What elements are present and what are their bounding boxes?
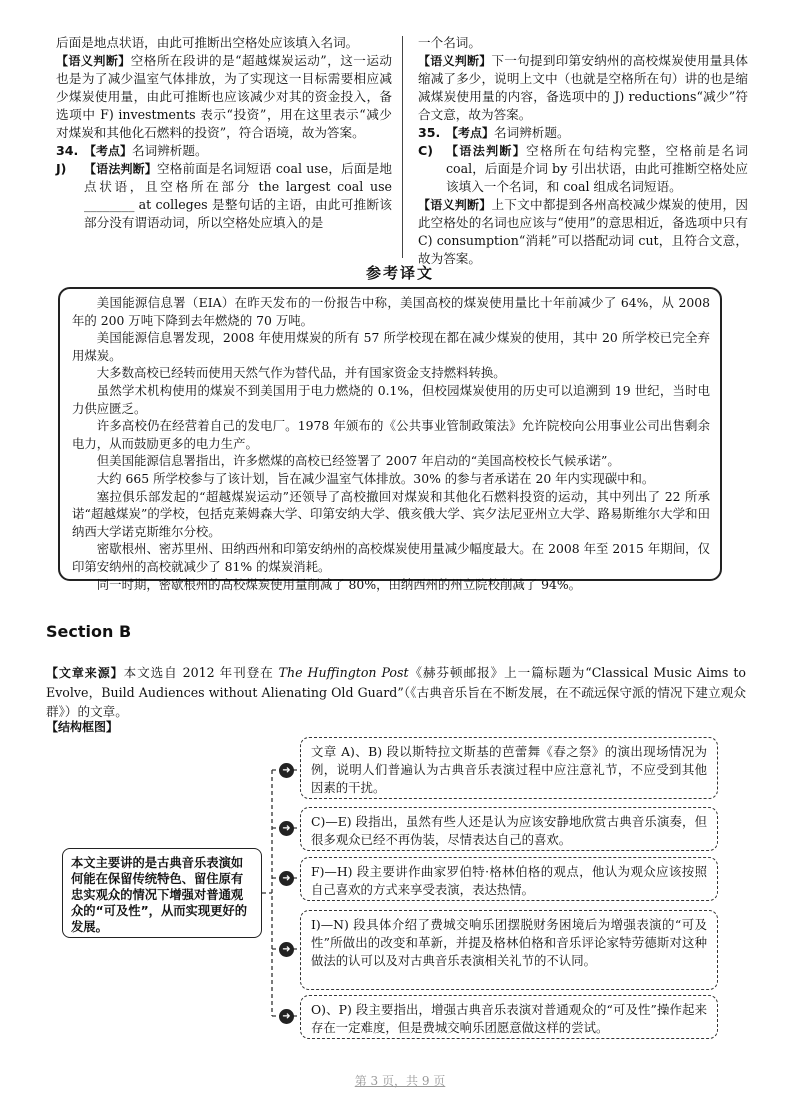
translation-paragraph: 美国能源信息署发现，2008 年使用煤炭的所有 57 所学校现在都在减少煤炭的使用，其中 20 所学校已完全弃用煤炭。	[72, 330, 710, 363]
q35-semantic-analysis: 【语义判断】上下文中都提到各州高校减少煤炭的使用，因此空格处的名词也应该与“使用”的意思相近，备选项中只有 C) consumption“消耗”可以搭配动词 cut，且符合文意，故为答案。	[418, 197, 748, 266]
q33-semantic-analysis: 【语义判断】空格所在段讲的是“超越煤炭运动”，这一运动也是为了减少温室气体排放，为了实现这一目标需要相应减少煤炭使用量，由此可推断也应该减少对其的资金投入，备选项中 F) investments 表示“投资”，用在这里表示“减少对煤炭和其他化石燃料的投资”，符合语境，故为答案。	[56, 53, 392, 140]
q34-grammar-analysis: J) 【语法判断】空格前面是名词短语 coal use，后面是地点状语，且空格所在部分 the largest coal use ________ at colleges 是整句话的主语，由此可推断该部分没有谓语动词，所以空格处应填入的是	[56, 161, 392, 230]
structure-branch: C)—E) 段指出，虽然有些人还是认为应该安静地欣赏古典音乐演奏，但很多观众已经不再伪装，尽情表达自己的喜欢。	[300, 807, 718, 851]
structure-branch: O)、P) 段主要指出，增强古典音乐表演对普通观众的“可及性”操作起来存在一定难度，但是费城交响乐团愿意做这样的尝试。	[300, 995, 718, 1039]
translation-paragraph: 大约 665 所学校参与了该计划，旨在减少温室气体排放。30% 的参与者承诺在 20 年内实现碳中和。	[96, 470, 655, 486]
section-heading: Section B	[46, 622, 132, 641]
q34-kaodian: 34. 【考点】名词辨析题。	[56, 143, 208, 158]
continued-text: 后面是地点状语，由此可推断出空格处应该填入名词。	[56, 35, 359, 50]
arrow-bullet-icon: ➜	[279, 821, 294, 836]
arrow-bullet-icon: ➜	[279, 763, 294, 778]
q34-semantic-analysis: 【语义判断】下一句提到印第安纳州的高校煤炭使用量具体缩减了多少，说明上文中（也就是空格所在句）讲的也是缩减煤炭使用量的内容，备选项中的 J) reductions“减少”符合文意，故为答案。	[418, 53, 748, 122]
translation-paragraph: 密歇根州、密苏里州、田纳西州和印第安纳州的高校煤炭使用量减少幅度最大。在 2008 年至 2015 年期间，仅印第安纳州的高校就减少了 81% 的煤炭消耗。	[72, 541, 710, 574]
page-number-footer: 第 3 页，共 9 页	[354, 1074, 446, 1088]
answer-column-right	[418, 34, 748, 268]
translation-paragraph: 同一时期，密歇根州的高校煤炭使用量削减了 80%，田纳西州的州立院校削减了 94%。	[96, 576, 582, 592]
continued-text: 一个名词。	[418, 35, 481, 50]
structure-branch: 文章 A)、B) 段以斯特拉文斯基的芭蕾舞《春之祭》的演出现场情况为例，说明人们普遍认为古典音乐表演过程中应注意礼节，不应受到其他因素的干扰。	[300, 737, 718, 799]
translation-title: 参考译文	[365, 264, 434, 282]
arrow-bullet-icon: ➜	[279, 942, 294, 957]
column-divider	[402, 36, 403, 258]
answer-column-left	[56, 34, 392, 232]
q35-kaodian: 35. 【考点】名词辨析题。	[418, 125, 570, 140]
main-idea-box: 本文主要讲的是古典音乐表演如何能在保留传统特色、留住原有忠实观众的情况下增强对普通观众的“可及性”，从而实现更好的发展。	[62, 848, 262, 938]
translation-paragraph: 大多数高校已经转而使用天然气作为替代品，并有国家资金支持燃料转换。	[96, 365, 506, 381]
journal-name: The Huffington Post	[278, 665, 409, 680]
arrow-bullet-icon: ➜	[279, 871, 294, 886]
translation-paragraph: 但美国能源信息署指出，许多燃煤的高校已经签署了 2007 年启动的“美国高校校长气候承诺”。	[96, 453, 620, 469]
translation-paragraph: 塞拉俱乐部发起的“超越煤炭运动”还领导了高校撤回对煤炭和其他化石燃料投资的运动，其中列出了 22 所承诺“超越煤炭”的学校，包括克莱姆森大学、印第安纳大学、俄亥俄大学、宾夕法尼亚州立大学、路易斯维尔大学和田纳西大学诺克斯维尔分校。	[72, 488, 710, 539]
arrow-bullet-icon: ➜	[279, 1009, 294, 1024]
translation-paragraph: 许多高校仍在经营着自己的发电厂。1978 年颁布的《公共事业管制政策法》允许院校向公用事业公司出售剩余电力，从而鼓励更多的电力生产。	[72, 418, 710, 451]
translation-paragraph: 美国能源信息署（EIA）在昨天发布的一份报告中称，美国高校的煤炭使用量比十年前减少了 64%，从 2008 年的 200 万吨下降到去年燃烧的 70 万吨。	[72, 295, 710, 328]
structure-branch: F)—H) 段主要讲作曲家罗伯特·格林伯格的观点，他认为观众应该按照自己喜欢的方式来享受表演，表达热情。	[300, 857, 718, 901]
translation-paragraph: 虽然学术机构使用的煤炭不到美国用于电力燃烧的 0.1%，但校园煤炭使用的历史可以追溯到 19 世纪，当时电力供应匮乏。	[72, 382, 710, 416]
structure-diagram-label: 【结构框图】	[46, 720, 119, 734]
article-source: 【文章来源】本文选自 2012 年刊登在 The Huffington Post《赫芬顿邮报》上一篇标题为“Classical Music Aims to Evolve，Build Audiences without Alienating Old Guard”（《古典音乐旨在不断发展，在不疏远保守派的情况下建立观众群》）的文章。	[46, 665, 746, 719]
translation-box	[58, 287, 722, 592]
q35-grammar-analysis: C) 【语法判断】空格所在句结构完整，空格前是名词 coal，后面是介词 by 引出状语，由此可推断空格处应该填入一个名词，和 coal 组成名词短语。	[418, 143, 748, 194]
structure-branch: I)—N) 段具体介绍了费城交响乐团摆脱财务困境后为增强表演的“可及性”所做出的改变和革新，并提及格林伯格和音乐评论家特劳德斯对这种做法的认可以及对古典音乐表演相关礼节的不认同。	[300, 910, 718, 990]
